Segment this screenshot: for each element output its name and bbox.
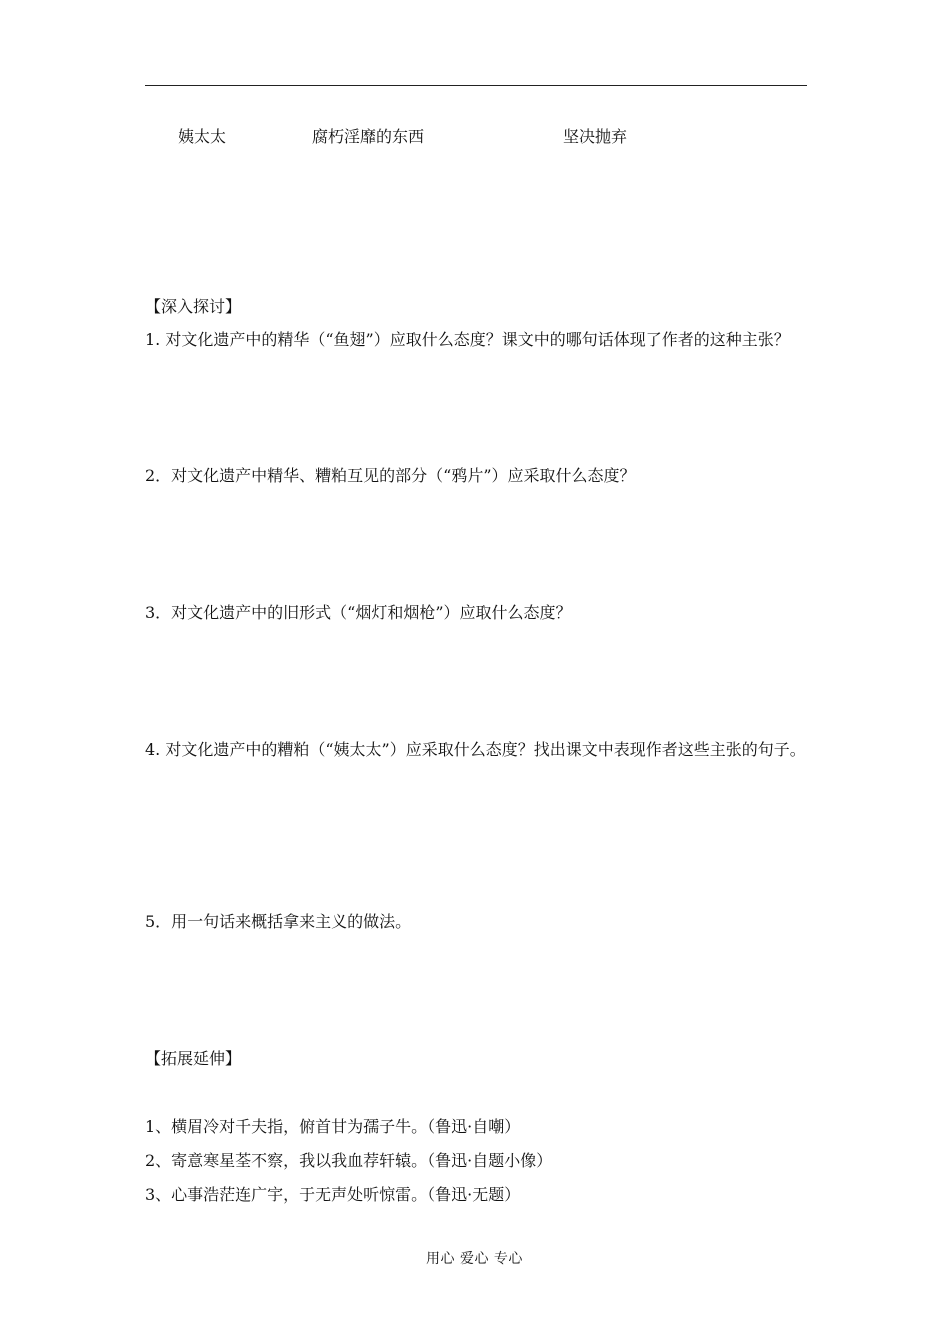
quote-item-2: 2、寄意寒星荃不察，我以我血荐轩辕。（鲁迅·自题小像） [145, 1151, 553, 1170]
quote-item-1: 1、横眉冷对千夫指，俯首甘为孺子牛。（鲁迅·自嘲） [145, 1117, 521, 1136]
question-4: 4. 对文化遗产中的糟粕（“姨太太”）应采取什么态度？找出课文中表现作者这些主张的句子。 [145, 740, 806, 759]
section-heading-deep-discussion: 【深入探讨】 [145, 297, 242, 316]
quote-item-3: 3、心事浩茫连广宇，于无声处听惊雷。（鲁迅·无题） [145, 1185, 521, 1204]
question-2: 2．对文化遗产中精华、糟粕互见的部分（“鸦片”）应采取什么态度？ [145, 466, 636, 485]
section-heading-extension: 【拓展延伸】 [145, 1049, 242, 1068]
question-1: 1. 对文化遗产中的精华（“鱼翅”）应取什么态度？课文中的哪句话体现了作者的这种主张？ [145, 330, 790, 349]
question-3: 3．对文化遗产中的旧形式（“烟灯和烟枪”）应取什么态度？ [145, 603, 572, 622]
table-cell-description: 腐朽淫靡的东西 [312, 127, 425, 146]
table-cell-attitude: 坚决抛弃 [563, 127, 628, 146]
header-rule [145, 85, 807, 86]
page-footer: 用心 爱心 专心 [426, 1251, 523, 1267]
table-cell-item: 姨太太 [178, 127, 227, 146]
question-5: 5．用一句话来概括拿来主义的做法。 [145, 912, 412, 931]
